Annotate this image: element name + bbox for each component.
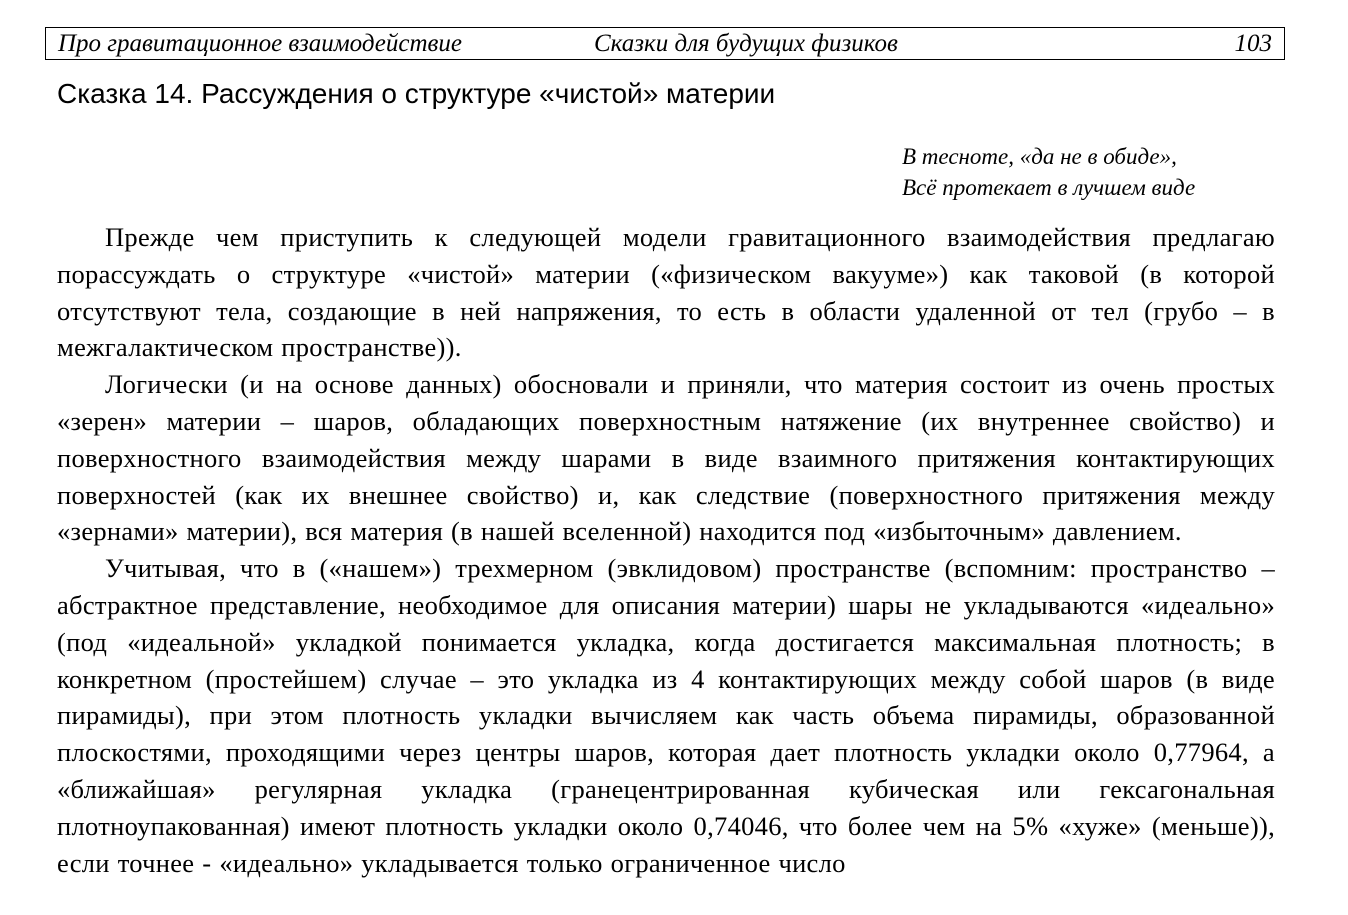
running-header	[45, 27, 1285, 60]
running-header-series-title: Сказки для будущих физиков	[594, 30, 898, 57]
epigraph	[902, 141, 1195, 203]
paragraph: Прежде чем приступить к следующей модели гравитационного взаимодействия предлагаю порассуждать о структуре «чистой» материи («физическом вакууме») как таковой (в которой отсутствуют тела, создающие в ней напряжения, то есть в области удаленной от тел (грубо – в межгалактическом пространстве)).	[57, 222, 1275, 363]
page-number: 103	[1234, 30, 1272, 57]
epigraph-line-1: В тесноте, «да не в обиде»,	[902, 144, 1177, 169]
chapter-title: Сказка 14. Рассуждения о структуре «чистой» материи	[57, 78, 776, 109]
running-header-book-title: Про гравитационное взаимодействие	[58, 30, 462, 57]
paragraph: Логически (и на основе данных) обосновали и приняли, что материя состоит из очень простых «зерен» материи – шаров, обладающих поверхностным натяжение (их внутреннее свойство) и поверхностного взаимодействия между шарами в виде взаимного притяжения контактирующих поверхностей (как их внешнее свойство) и, как следствие (поверхностного притяжения между «зернами» материи), вся материя (в нашей вселенной) находится под «избыточным» давлением.	[57, 369, 1275, 547]
body-text	[57, 219, 1275, 881]
epigraph-line-2: Всё протекает в лучшем виде	[902, 175, 1196, 200]
paragraph: Учитывая, что в («нашем») трехмерном (эвклидовом) пространстве (вспомним: пространство – абстрактное представление, необходимое для описания материи) шары не укладываются «идеально» (под «идеальной» укладкой понимается укладка, когда достигается максимальная плотность; в конкретном (простейшем) случае – это укладка из 4 контактирующих между собой шаров (в виде пирамиды), при этом плотность укладки вычисляем как часть объема пирамиды, образованной плоскостями, проходящими через центры шаров, которая дает плотность укладки около 0,77964, а «ближайшая» регулярная укладка (гранецентрированная кубическая или гексагональная плотноупакованная) имеют плотность укладки около 0,74046, что более чем на 5% «хуже» (меньше)), если точнее - «идеально» укладывается только ограниченное число	[57, 553, 1275, 878]
